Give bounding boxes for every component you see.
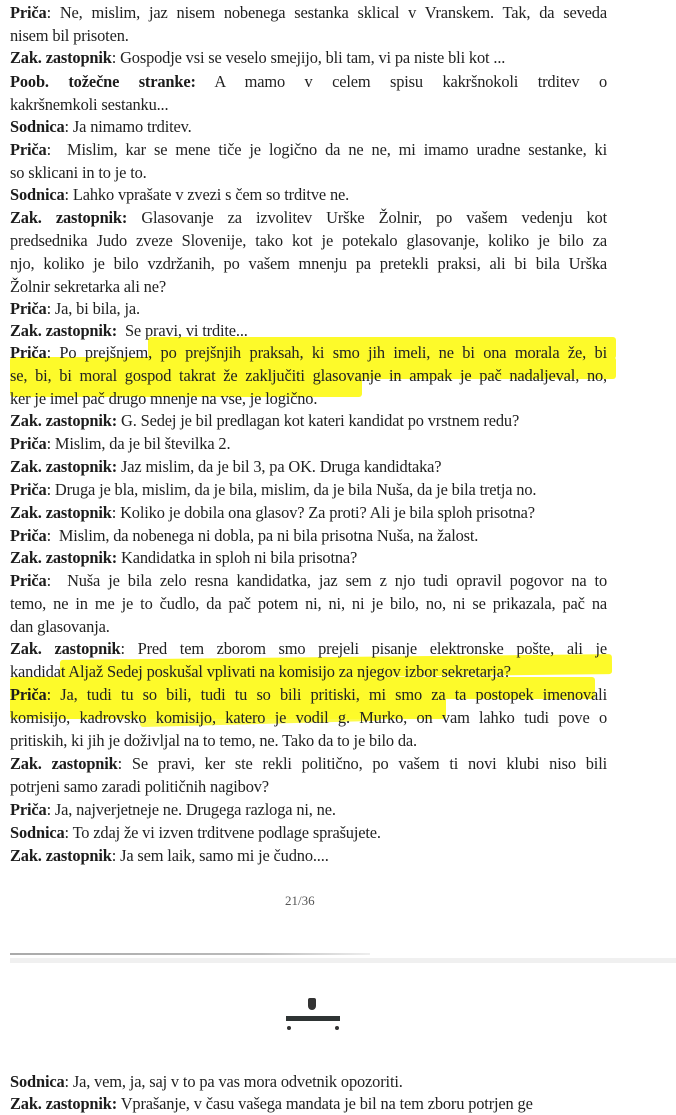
speaker-label: Sodnica bbox=[10, 185, 65, 204]
utterance-text: To zdaj že vi izven trditvene podlage sprašujete. bbox=[72, 823, 381, 842]
speaker-label: Zak. zastopnik: bbox=[10, 1094, 118, 1113]
utterance-text: Glasovanje za izvolitev Urške Žolnir, po vašem vedenju kot bbox=[141, 208, 607, 227]
transcript-line bbox=[10, 1071, 403, 1093]
utterance-text: Lahko vprašate v zvezi s čem so trditve ne. bbox=[72, 185, 350, 204]
speaker-label: Zak. zastopnik: bbox=[10, 208, 128, 227]
utterance-text: njo, koliko je bilo vzdržanih, po vašem mnenju pa pretekli praksi, ali bi bila Urška bbox=[10, 254, 607, 273]
utterance-text: Mislim, kar se mene tiče je logično da ne ne, mi imamo uradne sestanke, ki bbox=[67, 140, 607, 159]
transcript-line bbox=[10, 684, 607, 706]
speaker-label: Sodnica bbox=[10, 1072, 65, 1091]
speaker-separator: : bbox=[46, 526, 59, 545]
transcript-line-continued bbox=[10, 162, 147, 184]
utterance-text: Ne, mislim, jaz nisem nobenega sestanka sklical v Vranskem. Tak, da seveda bbox=[59, 3, 607, 22]
utterance-text: Kandidatka in sploh ni bila prisotna? bbox=[121, 548, 358, 567]
utterance-text: temo, ne in me je to čudlo, da pač potem ni, ni, ni je bilo, no, ni se prikazala, pač na bbox=[10, 594, 607, 613]
transcript-line-continued bbox=[10, 776, 269, 798]
speaker-label: Poob. tožečne stranke: bbox=[10, 72, 196, 91]
speaker-label: Sodnica bbox=[10, 823, 65, 842]
speaker-label: Priča bbox=[10, 526, 47, 545]
speaker-separator: : bbox=[46, 800, 55, 819]
speaker-separator: : bbox=[46, 3, 60, 22]
transcript-line bbox=[10, 71, 607, 93]
transcript-line-continued bbox=[10, 230, 607, 252]
speaker-separator: : bbox=[64, 117, 73, 136]
speaker-label: Zak. zastopnik: bbox=[10, 411, 118, 430]
transcript-line-continued bbox=[10, 616, 110, 638]
transcript-line bbox=[10, 47, 505, 69]
speaker-label: Priča bbox=[10, 3, 47, 22]
speaker-label: Zak. zastopnik bbox=[10, 639, 121, 658]
speaker-label: Priča bbox=[10, 800, 47, 819]
transcript-line bbox=[10, 1093, 533, 1115]
transcript-line bbox=[10, 845, 329, 867]
utterance-text: Žolnir sekretarka ali ne? bbox=[10, 277, 166, 296]
speaker-separator: : bbox=[46, 480, 55, 499]
speaker-label: Priča bbox=[10, 480, 47, 499]
utterance-text: Ja, bi bila, ja. bbox=[54, 299, 140, 318]
transcript-line bbox=[10, 342, 607, 364]
utterance-text: kakršnemkoli sestanku... bbox=[10, 95, 169, 114]
transcript-line bbox=[10, 456, 441, 478]
transcript-line bbox=[10, 799, 336, 821]
speaker-separator bbox=[117, 321, 125, 340]
speaker-separator bbox=[196, 72, 215, 91]
transcript-line bbox=[10, 547, 357, 569]
speaker-label: Zak. zastopnik bbox=[10, 754, 118, 773]
speaker-label: Priča bbox=[10, 571, 47, 590]
transcript-line bbox=[10, 116, 192, 138]
utterance-text: Se pravi, ker ste rekli politično, po vašem ti novi klubi niso bili bbox=[131, 754, 607, 773]
speaker-label: Zak. zastopnik: bbox=[10, 457, 118, 476]
transcript-line-continued bbox=[10, 276, 166, 298]
speaker-separator: : bbox=[46, 571, 68, 590]
speaker-separator: : bbox=[64, 185, 73, 204]
transcript-line-continued bbox=[10, 94, 168, 116]
speaker-separator: : bbox=[46, 685, 61, 704]
speaker-label: Zak. zastopnik bbox=[10, 846, 112, 865]
utterance-text: Pred tem zborom smo prejeli pisanje elektronske pošte, ali je bbox=[137, 639, 607, 658]
transcript-line bbox=[10, 753, 607, 775]
speaker-label: Priča bbox=[10, 434, 47, 453]
speaker-separator: : bbox=[111, 48, 121, 67]
utterance-text: Ja nimamo trditev. bbox=[72, 117, 192, 136]
utterance-text: komisijo, kadrovsko komisijo, katero je vodil g. Murko, on vam lahko tudi pove o bbox=[10, 708, 607, 727]
transcript-line bbox=[10, 184, 349, 206]
transcript-line-continued bbox=[10, 661, 511, 683]
speaker-separator: : bbox=[111, 846, 121, 865]
utterance-text: Ja, tudi tu so bili, tudi tu so bili pritiski, mi smo za ta postopek imenovali bbox=[60, 685, 607, 704]
page-number: 21/36 bbox=[285, 893, 315, 908]
utterance-text: Druga je bla, mislim, da je bila, mislim, da je bila Nuša, da je bila tretja no. bbox=[54, 480, 537, 499]
utterance-text: A mamo v celem spisu kakršnokoli trditev o bbox=[214, 72, 607, 91]
utterance-text: Koliko je dobila ona glasov? Za proti? Ali je bila sploh prisotna? bbox=[120, 503, 535, 522]
speaker-separator: : bbox=[117, 754, 132, 773]
utterance-text: ker je imel pač drugo mnenje na vse, je logično. bbox=[10, 389, 318, 408]
speaker-label: Zak. zastopnik bbox=[10, 503, 112, 522]
court-emblem-icon bbox=[284, 998, 344, 1034]
speaker-separator: : bbox=[46, 343, 60, 362]
speaker-separator: : bbox=[111, 503, 121, 522]
speaker-label: Zak. zastopnik bbox=[10, 48, 112, 67]
transcript-line bbox=[10, 2, 607, 24]
transcript-line bbox=[10, 207, 607, 229]
utterance-text: se, bi, bi moral gospod takrat že zaključiti glasovanje in ampak je pač nadaljeval, no, bbox=[10, 366, 607, 385]
transcript-line bbox=[10, 139, 607, 161]
speaker-separator: : bbox=[64, 1072, 73, 1091]
transcript-line bbox=[10, 822, 381, 844]
utterance-text: Ja sem laik, samo mi je čudno.... bbox=[120, 846, 329, 865]
utterance-text: dan glasovanja. bbox=[10, 617, 110, 636]
utterance-text: Jaz mislim, da je bil 3, pa OK. Druga kandidtaka? bbox=[121, 457, 442, 476]
transcript-line-continued bbox=[10, 253, 607, 275]
page-gap bbox=[10, 958, 676, 963]
transcript-line bbox=[10, 298, 140, 320]
utterance-text: Ja, najverjetneje ne. Drugega razloga ni, ne. bbox=[54, 800, 336, 819]
speaker-separator: : bbox=[46, 140, 68, 159]
utterance-text: kandidat Aljaž Sedej poskušal vplivati na komisijo za njegov izbor sekretarja? bbox=[10, 662, 511, 681]
transcript-line bbox=[10, 525, 478, 547]
utterance-text: Se pravi, vi trdite... bbox=[124, 321, 248, 340]
speaker-separator: : bbox=[46, 434, 55, 453]
utterance-text: Po prejšnjem, po prejšnjih praksah, ki smo jih imeli, ne bi ona morala že, bi bbox=[59, 343, 607, 362]
speaker-label: Priča bbox=[10, 299, 47, 318]
transcript-line bbox=[10, 320, 248, 342]
page-divider bbox=[10, 953, 370, 955]
utterance-text: G. Sedej je bil predlagan kot kateri kandidat po vrstnem redu? bbox=[121, 411, 520, 430]
speaker-separator: : bbox=[46, 299, 55, 318]
utterance-text: potrjeni samo zaradi političnih nagibov? bbox=[10, 777, 269, 796]
utterance-text: Mislim, da je bil številka 2. bbox=[54, 434, 231, 453]
speaker-separator: : bbox=[64, 823, 73, 842]
utterance-text: Vprašanje, v času vašega mandata je bil na tem zboru potrjen ge bbox=[120, 1094, 533, 1113]
transcript-line-continued bbox=[10, 730, 417, 752]
speaker-label: Zak. zastopnik: bbox=[10, 548, 118, 567]
speaker-label: Priča bbox=[10, 685, 47, 704]
transcript-line bbox=[10, 410, 519, 432]
transcript-line-continued bbox=[10, 707, 607, 729]
transcript-line-continued bbox=[10, 25, 129, 47]
utterance-text: so sklicani in to je to. bbox=[10, 163, 147, 182]
transcript-line bbox=[10, 479, 536, 501]
utterance-text: predsednika Judo zveze Slovenije, tako kot je potekalo glasovanje, koliko je bilo za bbox=[10, 231, 607, 250]
transcript-line bbox=[10, 570, 607, 592]
utterance-text: Gospodje vsi se veselo smejijo, bli tam, vi pa niste bli kot ... bbox=[120, 48, 506, 67]
transcript-line-continued bbox=[10, 593, 607, 615]
utterance-text: Ja, vem, ja, saj v to pa vas mora odvetnik opozoriti. bbox=[72, 1072, 403, 1091]
utterance-text: nisem bil prisoten. bbox=[10, 26, 129, 45]
speaker-label: Zak. zastopnik: bbox=[10, 321, 118, 340]
transcript-line bbox=[10, 502, 535, 524]
transcript-line bbox=[10, 433, 230, 455]
utterance-text: Mislim, da nobenega ni dobla, pa ni bila prisotna Nuša, na žalost. bbox=[58, 526, 479, 545]
speaker-separator: : bbox=[120, 639, 138, 658]
transcript-line-continued bbox=[10, 365, 607, 387]
transcript-line bbox=[10, 638, 607, 660]
speaker-label: Sodnica bbox=[10, 117, 65, 136]
utterance-text: pritiskih, ki jih je doživljal na to temo, ne. Tako da to je bilo da. bbox=[10, 731, 417, 750]
transcript-line-continued bbox=[10, 388, 317, 410]
utterance-text: Nuša je bila zelo resna kandidatka, jaz sem z njo tudi opravil pogovor na to bbox=[67, 571, 607, 590]
speaker-separator bbox=[127, 208, 141, 227]
speaker-label: Priča bbox=[10, 343, 47, 362]
speaker-label: Priča bbox=[10, 140, 47, 159]
